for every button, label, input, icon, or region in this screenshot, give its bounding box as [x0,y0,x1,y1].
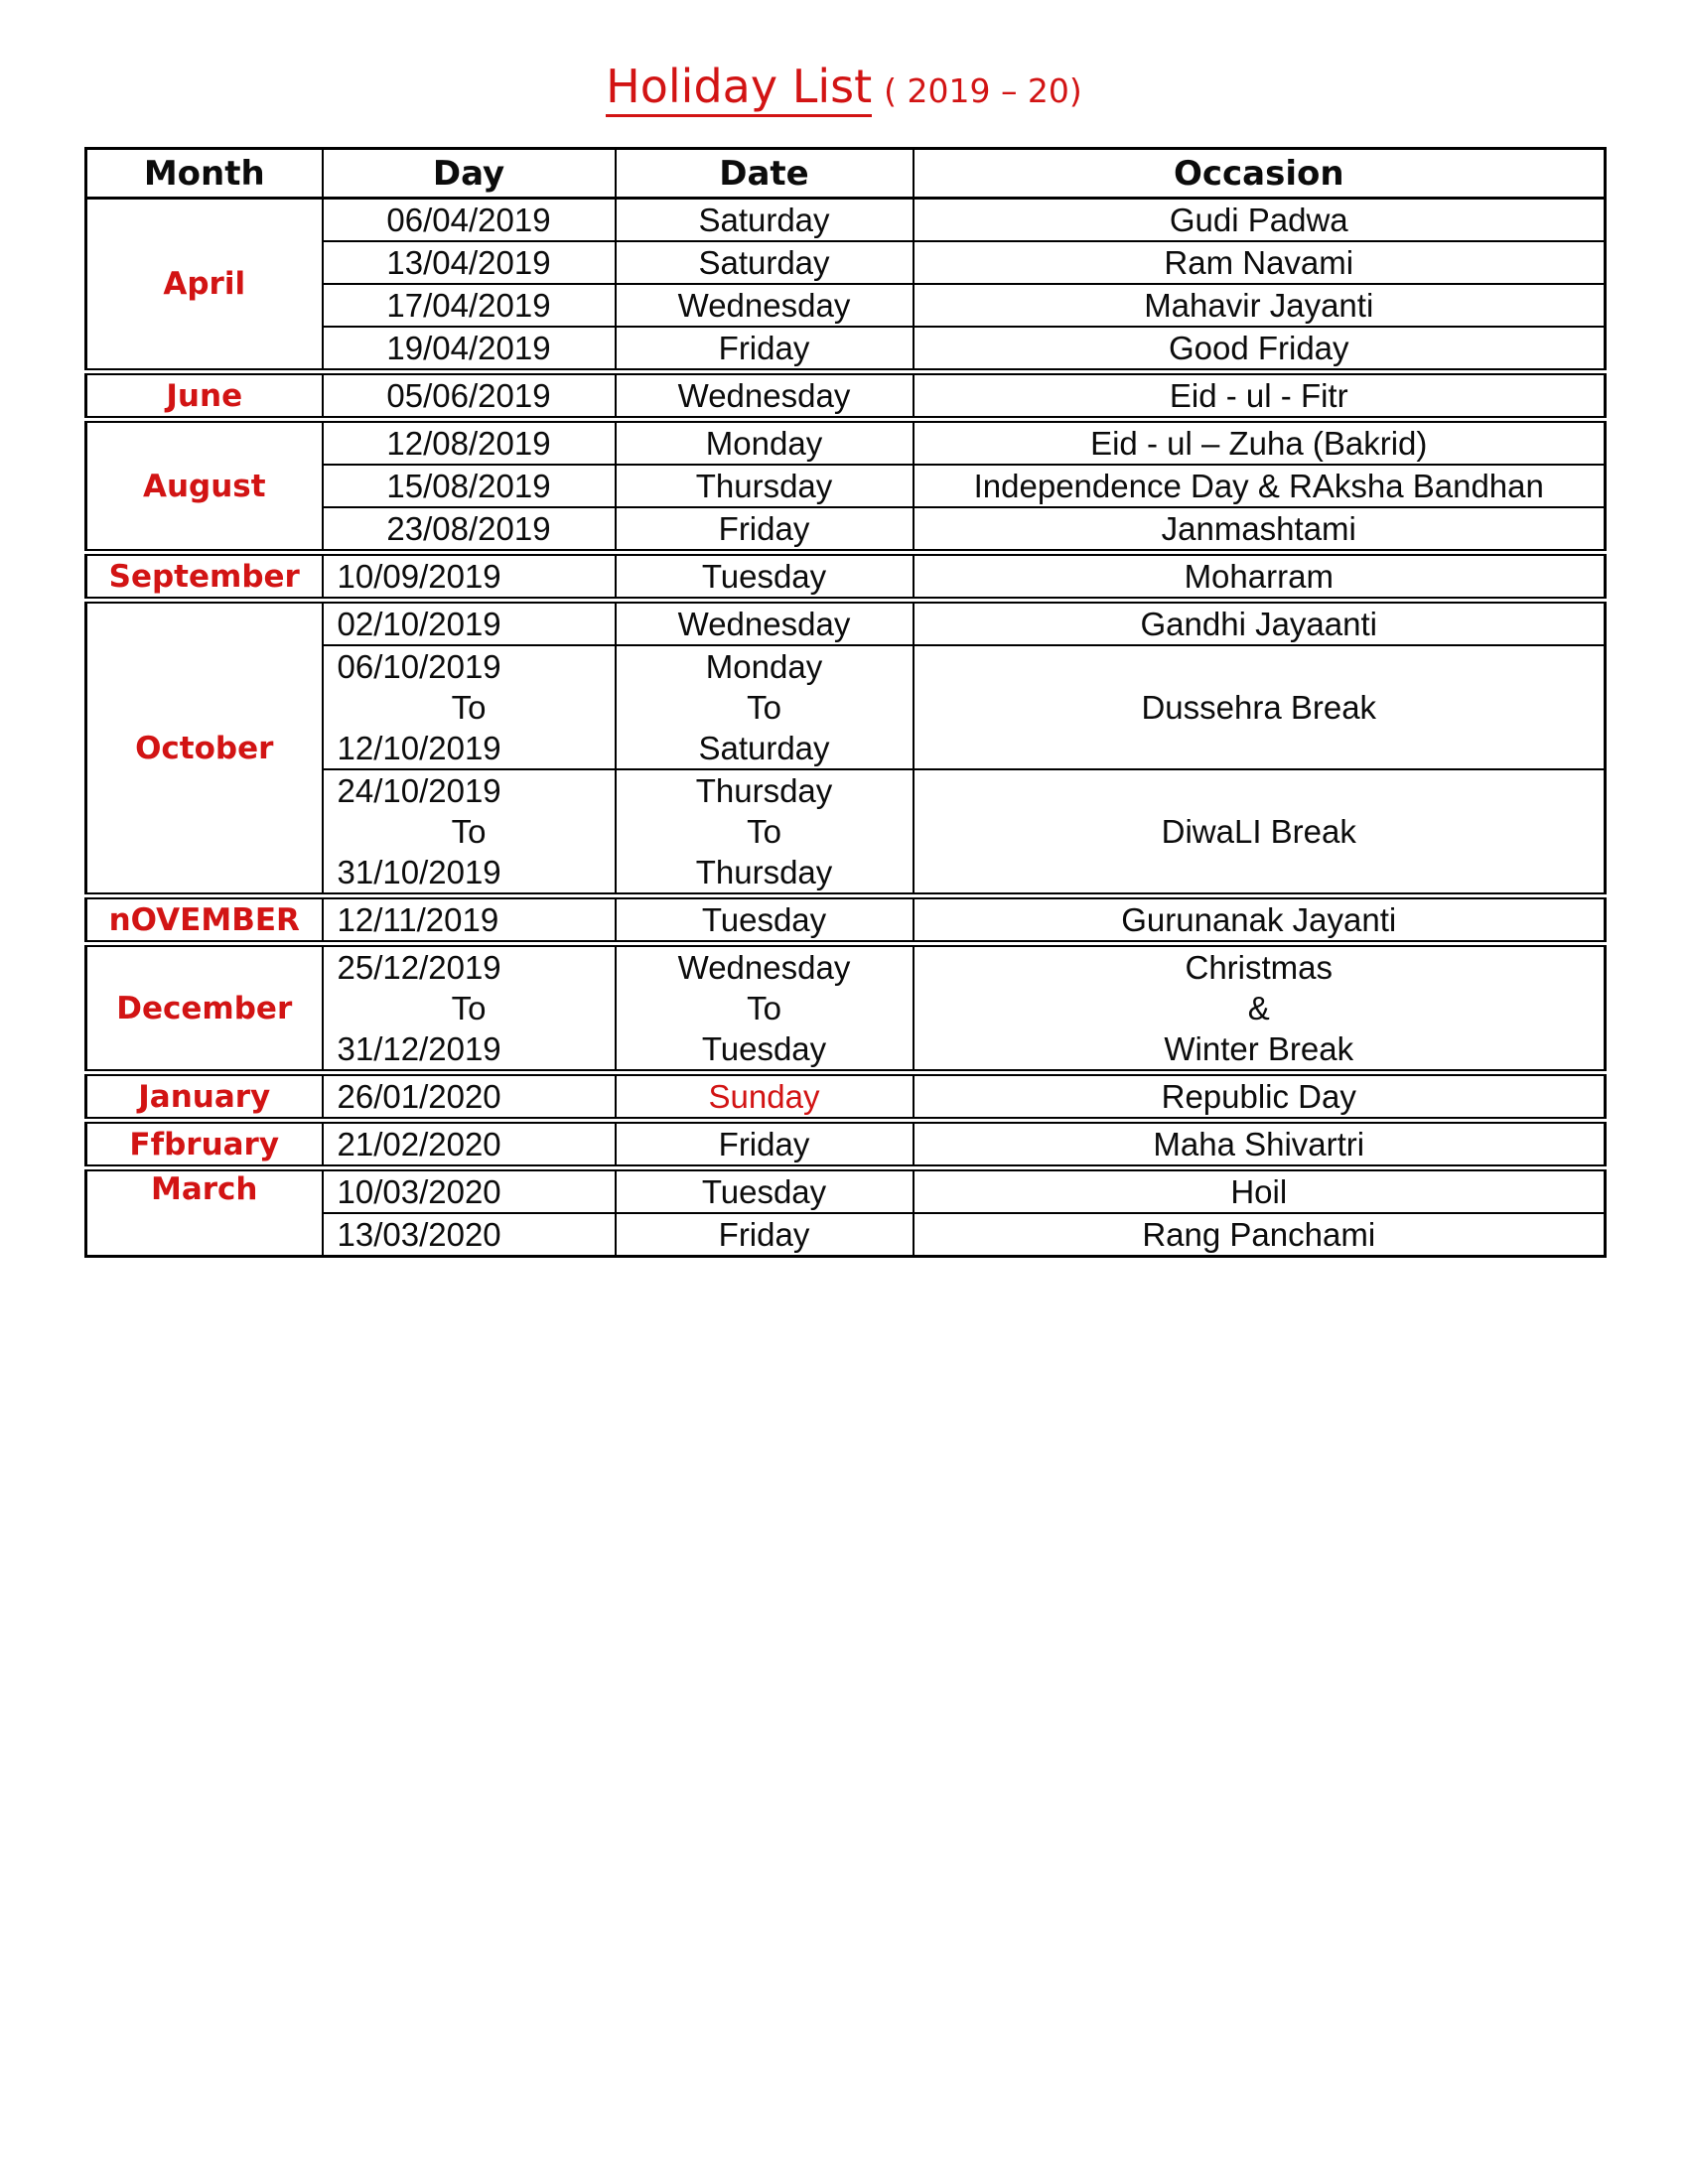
month-cell: April [86,199,323,372]
cell-line: Dussehra Break [1141,689,1377,726]
date-cell [616,199,914,242]
date-cell [616,1213,914,1257]
table-row [86,553,1606,601]
date-cell [616,372,914,420]
date-cell [616,1121,914,1168]
cell-line: 21/02/2020 [337,1126,501,1162]
day-cell [323,944,616,1073]
cell-line: 17/04/2019 [386,287,551,324]
day-cell [323,896,616,944]
cell-line: Tuesday [701,1030,827,1067]
month-cell: September [86,553,323,601]
holiday-table [84,147,1607,1258]
occasion-cell [914,1213,1606,1257]
column-header-occasion: Occasion [914,149,1606,199]
date-cell [616,420,914,466]
table-header [86,149,1606,199]
day-cell [323,372,616,420]
occasion-cell [914,241,1606,284]
occasion-cell [914,507,1606,553]
cell-line: To [747,990,781,1026]
occasion-cell [914,199,1606,242]
cell-line: 06/04/2019 [386,202,551,238]
occasion-cell [914,601,1606,646]
occasion-cell [914,420,1606,466]
day-cell [323,601,616,646]
cell-line: Friday [718,510,810,547]
cell-line: Mahavir Jayanti [1144,287,1374,324]
table-row [86,896,1606,944]
title-main: Holiday List [606,60,872,117]
date-cell [616,553,914,601]
cell-line: 31/10/2019 [337,854,501,890]
cell-line: To [747,813,781,850]
cell-line: 06/10/2019 [337,648,501,685]
table-row [86,944,1606,1073]
table-row [86,420,1606,466]
cell-line: 23/08/2019 [386,510,551,547]
cell-line: Monday [705,425,823,462]
title-suffix: ( 2019 – 20) [884,71,1082,110]
day-cell [323,645,616,769]
cell-line: Good Friday [1168,330,1349,366]
column-header-date: Date [616,149,914,199]
occasion-cell [914,327,1606,372]
cell-line: To [451,689,487,726]
cell-line: Monday [705,648,823,685]
day-cell [323,1073,616,1121]
day-cell [323,553,616,601]
cell-line: 19/04/2019 [386,330,551,366]
occasion-cell [914,645,1606,769]
header-row [86,149,1606,199]
occasion-cell [914,769,1606,896]
cell-line: Republic Day [1161,1078,1356,1115]
cell-line: DiwaLI Break [1161,813,1356,850]
cell-line: Thursday [695,468,833,504]
cell-line: 26/01/2020 [337,1078,501,1115]
cell-line: 10/09/2019 [337,558,501,595]
occasion-cell [914,896,1606,944]
day-cell [323,1213,616,1257]
occasion-cell [914,372,1606,420]
cell-line: Tuesday [701,558,827,595]
date-cell [616,241,914,284]
cell-line: 15/08/2019 [386,468,551,504]
table-row [86,1073,1606,1121]
page-title [0,0,1688,113]
cell-line: 02/10/2019 [337,606,501,642]
cell-line: 12/10/2019 [337,730,501,766]
cell-line: Friday [718,1216,810,1253]
month-cell: October [86,601,323,896]
cell-line: 24/10/2019 [337,772,501,809]
month-cell: January [86,1073,323,1121]
cell-line: Maha Shivartri [1153,1126,1365,1162]
cell-line: Wednesday [677,949,851,986]
cell-line: Saturday [698,202,830,238]
cell-line: Wednesday [677,287,851,324]
cell-line: Wednesday [677,377,851,414]
day-cell [323,284,616,327]
occasion-cell [914,553,1606,601]
date-cell [616,944,914,1073]
table-row [86,372,1606,420]
cell-line: Winter Break [1164,1030,1354,1067]
date-cell [616,645,914,769]
cell-line: Sunday [708,1078,820,1115]
cell-line: Ram Navami [1164,244,1354,281]
column-header-day: Day [323,149,616,199]
day-cell [323,241,616,284]
day-cell [323,327,616,372]
date-cell [616,284,914,327]
cell-line: Saturday [698,730,830,766]
cell-line: Janmashtami [1161,510,1356,547]
cell-line: Christmas [1185,949,1334,986]
date-cell [616,769,914,896]
cell-line: To [451,813,487,850]
occasion-cell [914,1073,1606,1121]
cell-line: 25/12/2019 [337,949,501,986]
date-cell [616,1073,914,1121]
cell-line: Moharram [1184,558,1334,595]
date-cell [616,601,914,646]
day-cell [323,507,616,553]
cell-line: Independence Day & RAksha Bandhan [973,468,1544,504]
cell-line: To [747,689,781,726]
month-cell: nOVEMBER [86,896,323,944]
cell-line: Hoil [1230,1173,1288,1210]
cell-line: Eid - ul - Fitr [1169,377,1348,414]
day-cell [323,199,616,242]
day-cell [323,1168,616,1214]
cell-line: Friday [718,330,810,366]
cell-line: 12/11/2019 [337,901,499,938]
cell-line: Eid - ul – Zuha (Bakrid) [1090,425,1428,462]
cell-line: 13/03/2020 [337,1216,501,1253]
cell-line: 10/03/2020 [337,1173,501,1210]
cell-line: Tuesday [701,1173,827,1210]
day-cell [323,1121,616,1168]
day-cell [323,769,616,896]
occasion-cell [914,944,1606,1073]
day-cell [323,420,616,466]
table-row [86,199,1606,242]
cell-line: Wednesday [677,606,851,642]
cell-line: Rang Panchami [1142,1216,1376,1253]
cell-line: Friday [718,1126,810,1162]
date-cell [616,327,914,372]
table-row [86,1121,1606,1168]
date-cell [616,896,914,944]
cell-line: To [451,990,487,1026]
cell-line: 31/12/2019 [337,1030,501,1067]
date-cell [616,507,914,553]
month-cell: December [86,944,323,1073]
cell-line: & [1247,990,1270,1026]
cell-line: Thursday [695,772,833,809]
table-row [86,601,1606,646]
cell-line: 05/06/2019 [386,377,551,414]
occasion-cell [914,284,1606,327]
table-row [86,1168,1606,1214]
cell-line: 12/08/2019 [386,425,551,462]
month-cell: August [86,420,323,553]
column-header-month: Month [86,149,323,199]
cell-line: 13/04/2019 [386,244,551,281]
cell-line: Gurunanak Jayanti [1121,901,1397,938]
month-cell: March [86,1168,323,1257]
date-cell [616,1168,914,1214]
occasion-cell [914,465,1606,507]
cell-line: Gudi Padwa [1169,202,1348,238]
cell-line: Saturday [698,244,830,281]
occasion-cell [914,1121,1606,1168]
table-body [86,199,1606,1257]
month-cell: Ffbruary [86,1121,323,1168]
occasion-cell [914,1168,1606,1214]
cell-line: Tuesday [701,901,827,938]
day-cell [323,465,616,507]
month-cell: June [86,372,323,420]
cell-line: Gandhi Jayaanti [1140,606,1377,642]
date-cell [616,465,914,507]
cell-line: Thursday [695,854,833,890]
